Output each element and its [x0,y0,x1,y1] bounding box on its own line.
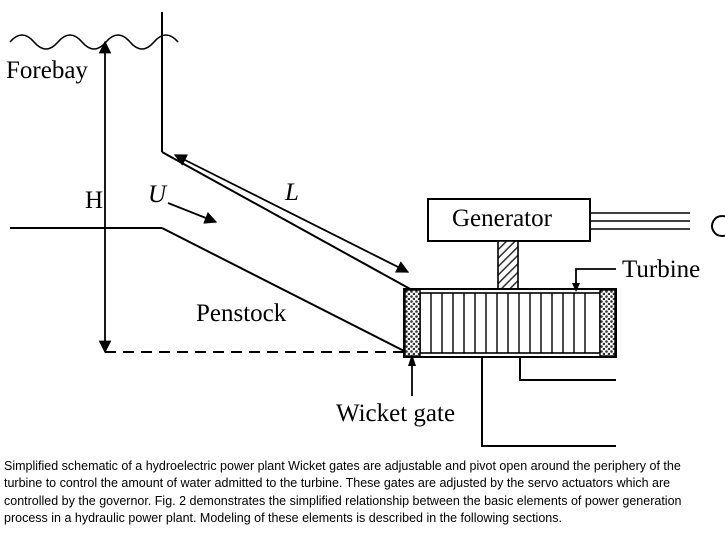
generator-output-lines [590,213,690,229]
edge-mark [712,216,725,236]
wicket-gate-right [600,290,615,356]
figure-caption: Simplified schematic of a hydroelectric power plant Wicket gates are adjustable and pivot open around the periphery of the turbine to control the amount of water admitted to the turbine. These gates are adjusted by the servo actuators which are controlled by the governor. Fig. 2 demonstrates the simplified relationship between the basic elements of power generation process in a hydraulic power plant. Modeling of these elements is described in the following sections. [4,459,682,525]
wicket-gate-leader-line [408,354,416,396]
draft-tube [482,357,616,446]
label-generator: Generator [452,205,552,232]
water-surface-wave [10,35,178,49]
length-dimension-arrow [175,155,408,272]
flow-velocity-arrow [168,203,216,222]
label-head: H [85,187,104,214]
turbine-runner-box [420,293,600,353]
label-wicket-gate: Wicket gate [336,400,456,427]
label-penstock: Penstock [196,300,287,327]
label-turbine: Turbine [622,256,701,283]
wicket-gate-left [405,290,420,356]
label-length: L [285,179,299,206]
label-velocity: U [148,181,167,208]
label-forebay: Forebay [6,57,88,84]
turbine-shaft [498,241,518,289]
